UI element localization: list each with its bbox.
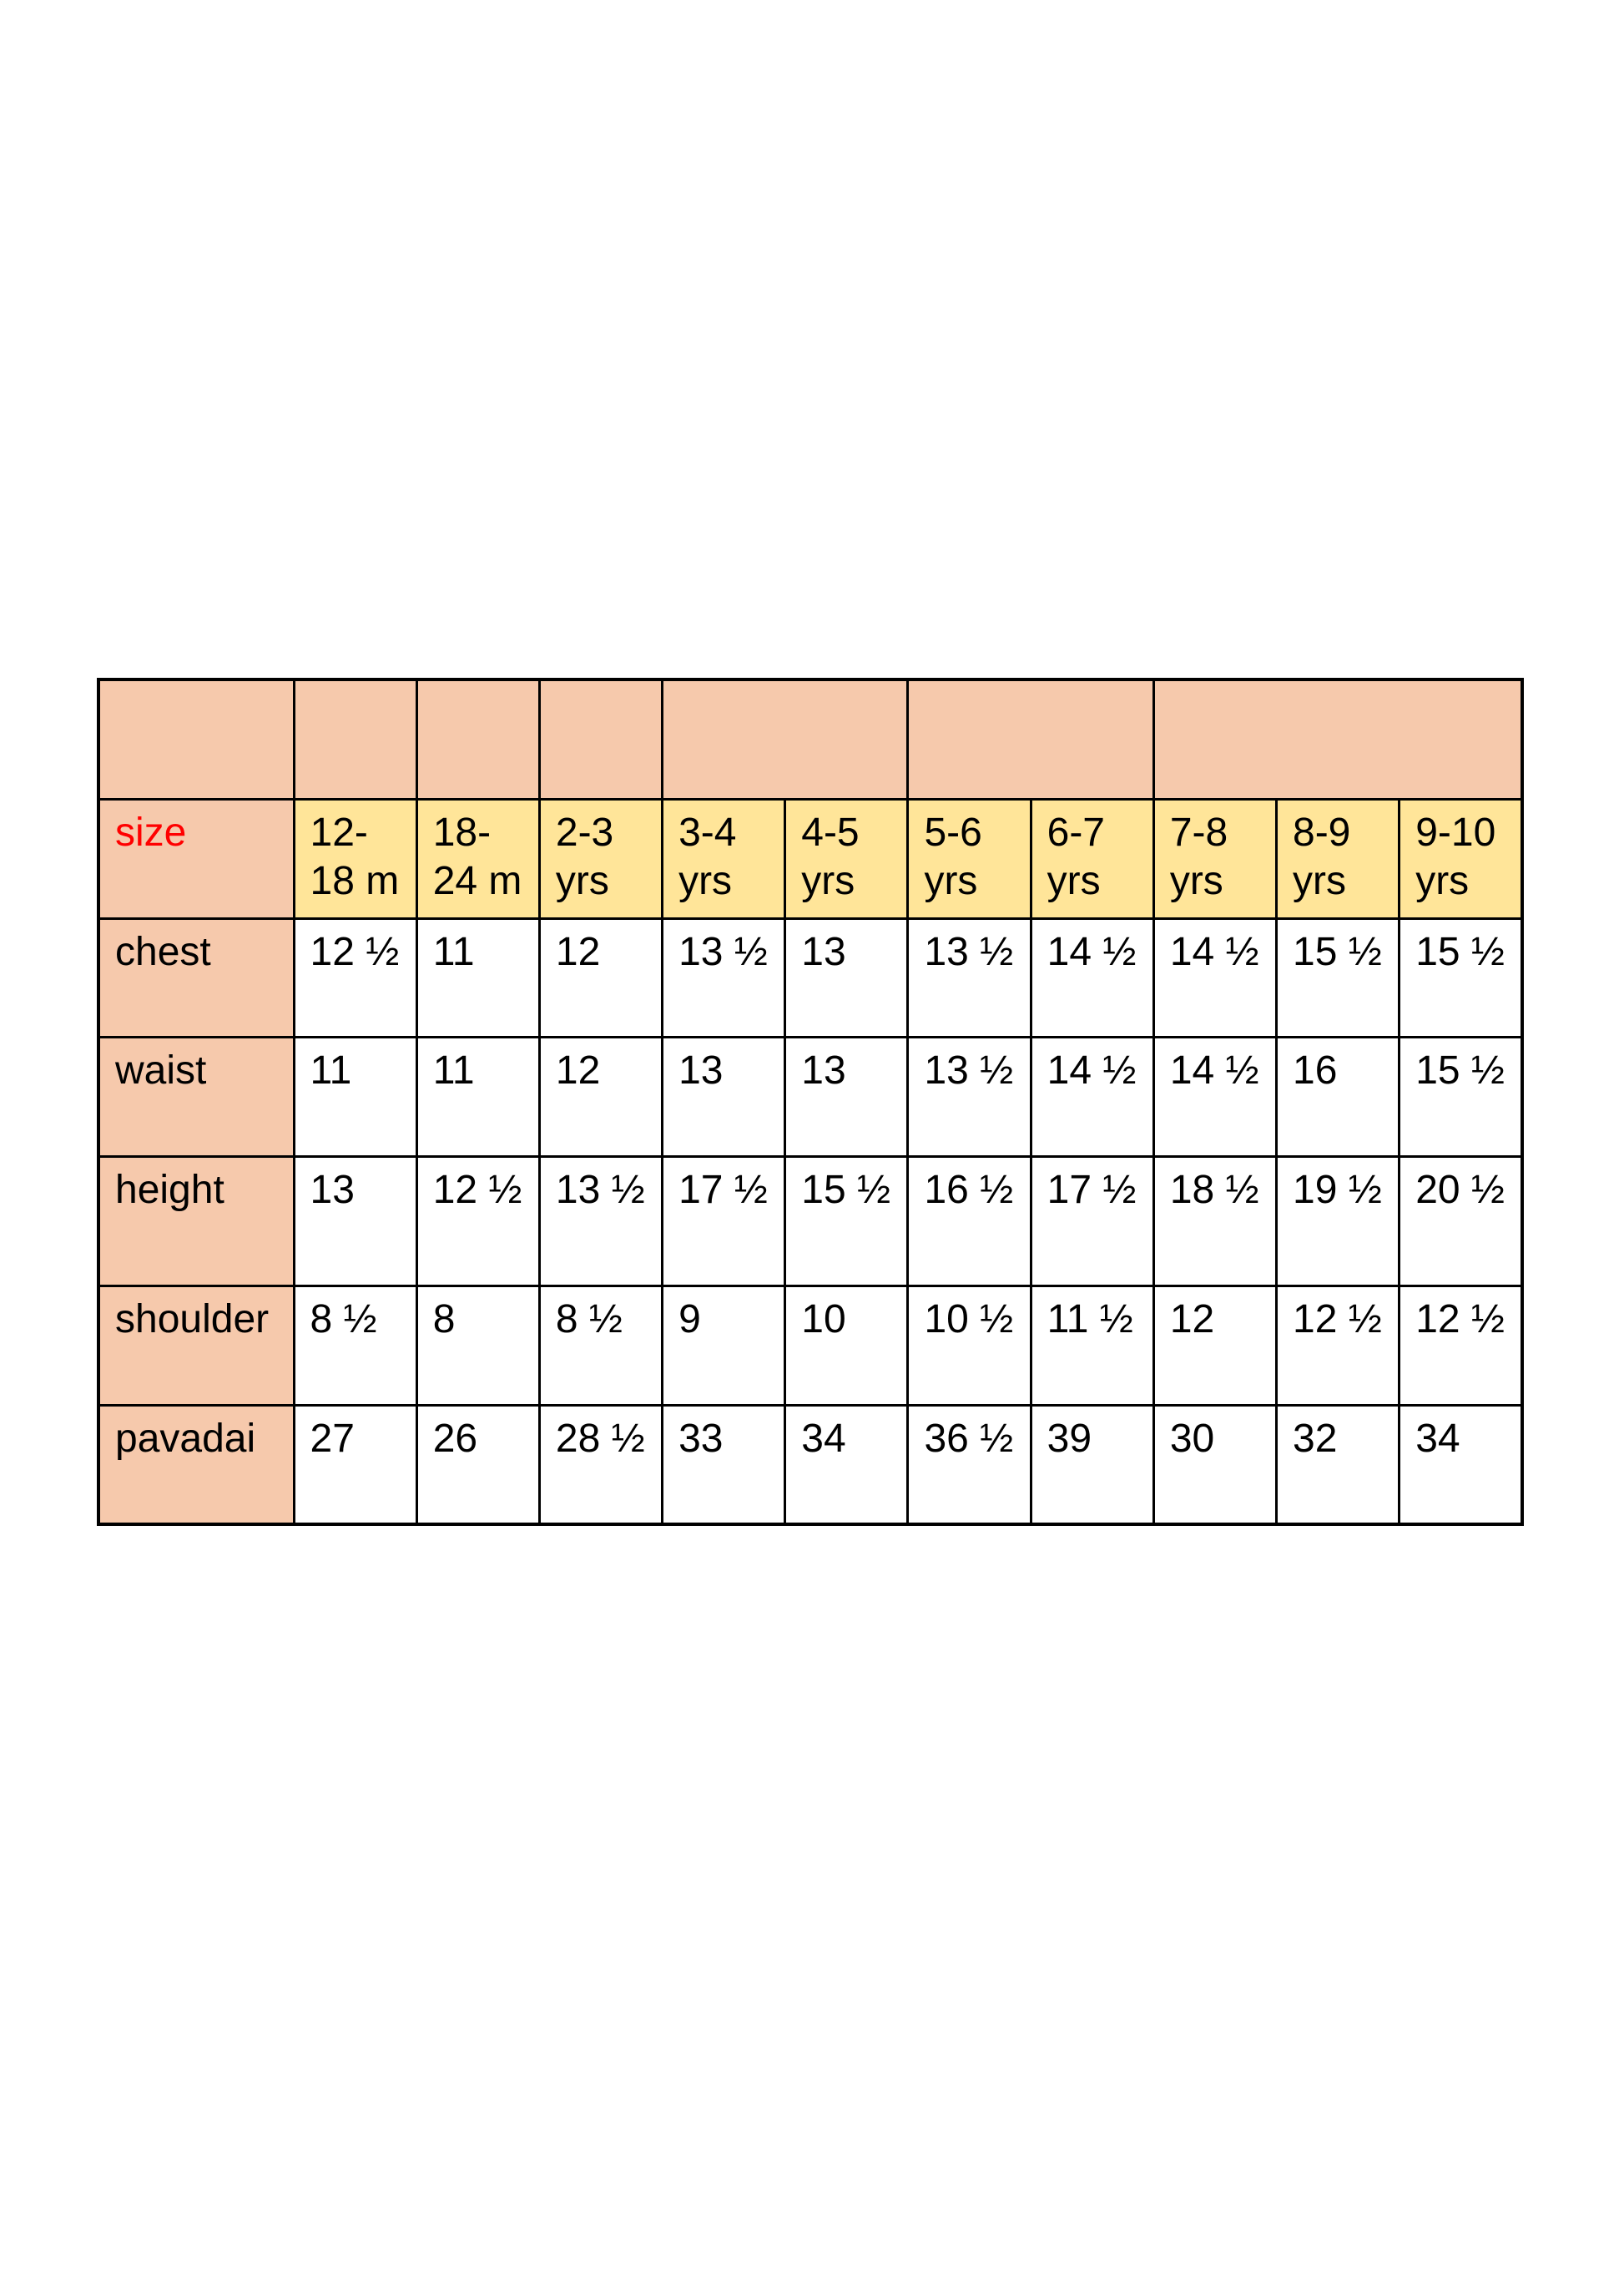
size-col-line1: 2-3 — [555, 810, 614, 855]
size-col-5-6yrs — [908, 799, 1031, 918]
size-col-line2: yrs — [801, 859, 855, 904]
table-cell: 33 — [663, 1405, 785, 1524]
table-cell: 15 ½ — [1400, 1037, 1522, 1156]
table-cell: 11 — [294, 1037, 416, 1156]
table-cell: 14 ½ — [1031, 918, 1153, 1037]
size-col-line2: yrs — [1415, 859, 1470, 904]
table-cell: 12 — [539, 1037, 662, 1156]
size-col-2-3yrs — [539, 799, 662, 918]
size-col-line1: 6-7 — [1047, 810, 1105, 855]
row-label-pavadai: pavadai — [98, 1405, 294, 1524]
table-cell: 15 ½ — [785, 1156, 908, 1286]
table-cell: 8 — [416, 1286, 539, 1405]
spacer-cell — [539, 679, 662, 799]
spacer-cell — [1153, 679, 1522, 799]
spacer-cell — [294, 679, 416, 799]
table-cell: 28 ½ — [539, 1405, 662, 1524]
size-col-6-7yrs — [1031, 799, 1153, 918]
table-cell: 12 ½ — [1277, 1286, 1400, 1405]
table-cell: 11 — [416, 1037, 539, 1156]
table-cell: 13 ½ — [539, 1156, 662, 1286]
table-cell: 13 ½ — [908, 1037, 1031, 1156]
row-label-shoulder: shoulder — [98, 1286, 294, 1405]
size-col-line1: 5-6 — [924, 810, 982, 855]
spacer-cell — [98, 679, 294, 799]
size-col-12-18m — [294, 799, 416, 918]
table-cell: 12 ½ — [1400, 1286, 1522, 1405]
table-cell: 9 — [663, 1286, 785, 1405]
table-cell: 14 ½ — [1153, 1037, 1276, 1156]
table-cell: 26 — [416, 1405, 539, 1524]
size-col-line2: 24 m — [432, 859, 522, 904]
size-col-line1: 4-5 — [801, 810, 860, 855]
size-col-line2: 18 m — [310, 859, 400, 904]
size-col-line2: yrs — [1293, 859, 1346, 904]
table-cell: 11 ½ — [1031, 1286, 1153, 1405]
row-label-height: height — [98, 1156, 294, 1286]
row-chest — [98, 918, 1522, 1037]
size-col-line1: 18- — [432, 810, 492, 855]
table-cell: 13 ½ — [663, 918, 785, 1037]
size-col-18-24m — [416, 799, 539, 918]
size-header-row — [98, 799, 1522, 918]
table-cell: 17 ½ — [663, 1156, 785, 1286]
table-cell: 12 ½ — [416, 1156, 539, 1286]
size-col-line1: 7-8 — [1169, 810, 1228, 855]
size-col-line2: yrs — [924, 859, 978, 904]
row-label-size: size — [98, 799, 294, 918]
top-spacer-row — [98, 679, 1522, 799]
row-label-waist: waist — [98, 1037, 294, 1156]
table-cell: 20 ½ — [1400, 1156, 1522, 1286]
table-cell: 15 ½ — [1400, 918, 1522, 1037]
table-cell: 13 ½ — [908, 918, 1031, 1037]
table-cell: 8 ½ — [539, 1286, 662, 1405]
row-pavadai — [98, 1405, 1522, 1524]
table-cell: 34 — [1400, 1405, 1522, 1524]
table-cell: 18 ½ — [1153, 1156, 1276, 1286]
table-cell: 14 ½ — [1031, 1037, 1153, 1156]
table-cell: 11 — [416, 918, 539, 1037]
table-cell: 14 ½ — [1153, 918, 1276, 1037]
table-cell: 13 — [294, 1156, 416, 1286]
row-label-chest: chest — [98, 918, 294, 1037]
spacer-cell — [663, 679, 908, 799]
table-cell: 39 — [1031, 1405, 1153, 1524]
table-cell: 10 ½ — [908, 1286, 1031, 1405]
size-chart-table — [97, 678, 1524, 1526]
row-shoulder — [98, 1286, 1522, 1405]
table-cell: 8 ½ — [294, 1286, 416, 1405]
table-cell: 12 — [539, 918, 662, 1037]
spacer-cell — [416, 679, 539, 799]
size-col-line1: 12- — [310, 810, 368, 855]
size-col-8-9yrs — [1277, 799, 1400, 918]
table-cell: 36 ½ — [908, 1405, 1031, 1524]
size-col-3-4yrs — [663, 799, 785, 918]
table-cell: 16 ½ — [908, 1156, 1031, 1286]
table-cell: 17 ½ — [1031, 1156, 1153, 1286]
size-col-9-10yrs — [1400, 799, 1522, 918]
table-cell: 34 — [785, 1405, 908, 1524]
table-cell: 12 ½ — [294, 918, 416, 1037]
size-col-7-8yrs — [1153, 799, 1276, 918]
size-col-line2: yrs — [1047, 859, 1101, 904]
table-cell: 30 — [1153, 1405, 1276, 1524]
spacer-cell — [908, 679, 1153, 799]
table-cell: 16 — [1277, 1037, 1400, 1156]
table-cell: 10 — [785, 1286, 908, 1405]
size-col-line2: yrs — [1169, 859, 1223, 904]
size-col-line1: 9-10 — [1415, 810, 1496, 855]
row-waist — [98, 1037, 1522, 1156]
size-col-line1: 3-4 — [678, 810, 737, 855]
table-cell: 19 ½ — [1277, 1156, 1400, 1286]
table-cell: 13 — [785, 1037, 908, 1156]
row-height — [98, 1156, 1522, 1286]
table-cell: 15 ½ — [1277, 918, 1400, 1037]
table-cell: 32 — [1277, 1405, 1400, 1524]
size-col-4-5yrs — [785, 799, 908, 918]
table-cell: 12 — [1153, 1286, 1276, 1405]
table-cell: 13 — [663, 1037, 785, 1156]
size-col-line2: yrs — [678, 859, 733, 904]
table-cell: 13 — [785, 918, 908, 1037]
size-col-line2: yrs — [555, 859, 609, 904]
table-cell: 27 — [294, 1405, 416, 1524]
size-col-line1: 8-9 — [1293, 810, 1351, 855]
